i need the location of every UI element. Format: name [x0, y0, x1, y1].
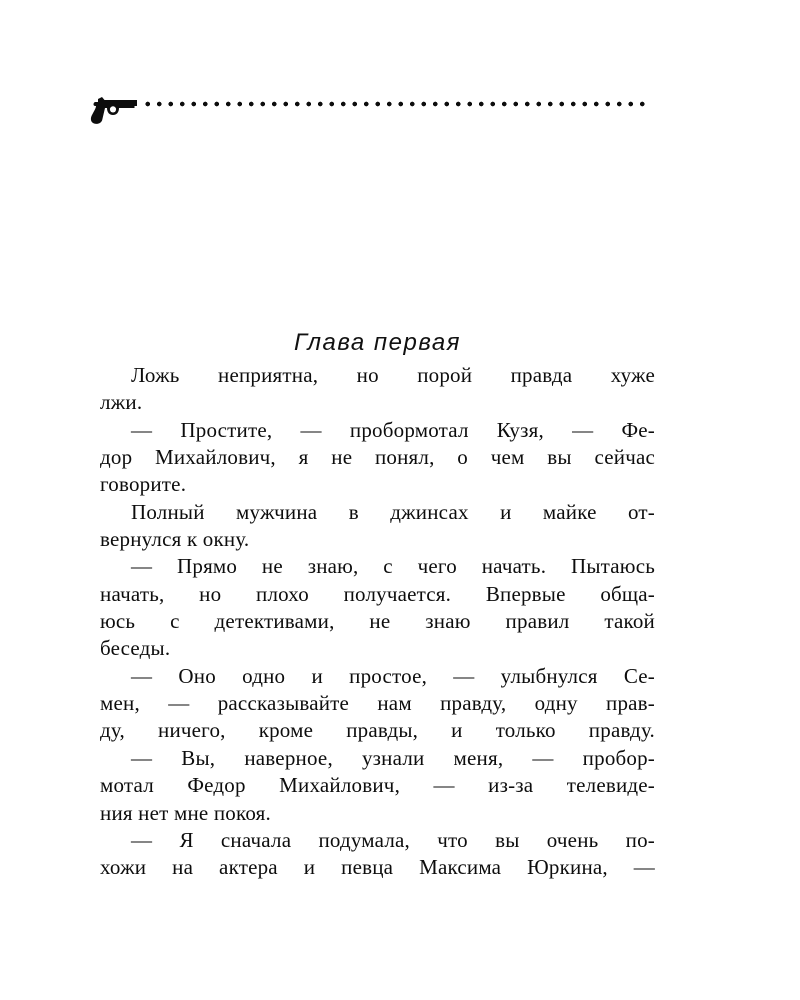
text-line: — Вы, наверное, узнали меня, — пробор-	[131, 745, 655, 770]
text-line: лжи.	[100, 390, 143, 415]
text-line: Полный мужчина в джинсах и майке от-	[131, 499, 655, 524]
dotted-divider	[142, 99, 650, 109]
text-line: юсь с детективами, не знаю правил такой	[100, 609, 655, 634]
text-line: — Прямо не знаю, с чего начать. Пытаюсь	[131, 554, 655, 579]
text-line: дор Михайлович, я не понял, о чем вы сейчас	[100, 445, 655, 470]
page-body	[100, 362, 655, 882]
text-line: беседы.	[100, 636, 171, 661]
text-line: Ложь неприятна, но порой правда хуже	[131, 363, 655, 387]
chapter-title: Глава первая	[294, 329, 461, 356]
page-header	[90, 96, 650, 126]
revolver-icon	[90, 96, 138, 124]
text-line: мен, — рассказывайте нам правду, одну прав-	[100, 691, 655, 716]
text-line: хожи на актера и певца Максима Юркина, —	[100, 855, 655, 880]
text-line: начать, но плохо получается. Впервые обща-	[100, 581, 655, 606]
text-line: — Оно одно и простое, — улыбнулся Се-	[131, 663, 655, 688]
text-line: ния нет мне покоя.	[100, 800, 271, 825]
text-line: говорите.	[100, 472, 187, 497]
text-line: вернулся к окну.	[100, 527, 250, 552]
text-line: ду, ничего, кроме правды, и только правду.	[100, 718, 655, 743]
text-line: — Простите, — пробормотал Кузя, — Фе-	[131, 417, 655, 442]
text-line: — Я сначала подумала, что вы очень по-	[131, 827, 655, 852]
text-line: мотал Федор Михайлович, — из-за телевиде-	[100, 773, 655, 798]
